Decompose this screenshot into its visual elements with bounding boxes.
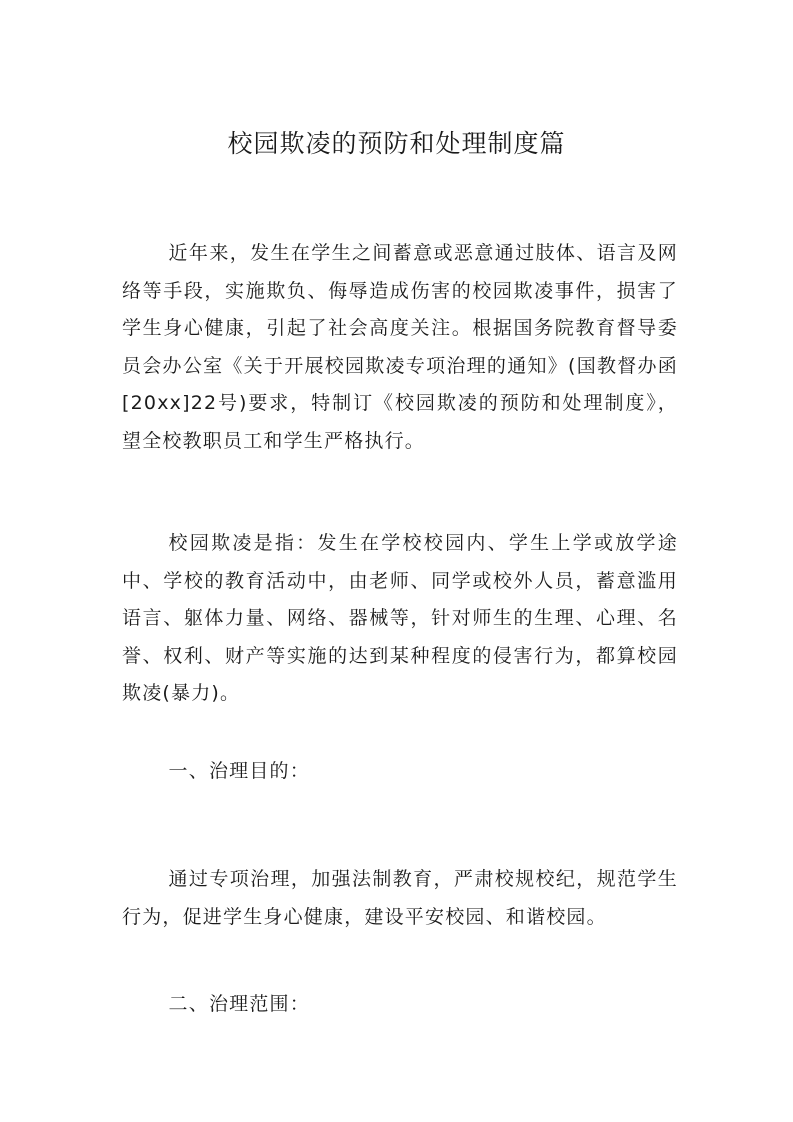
purpose-paragraph: 通过专项治理，加强法制教育，严肃校规校纪，规范学生行为，促进学生身心健康，建设平安校园、和谐校园。 [122,868,678,928]
definition-paragraph: 校园欺凌是指：发生在学校校园内、学生上学或放学途中、学校的教育活动中，由老师、同学或校外人员，蓄意滥用语言、躯体力量、网络、器械等，针对师生的生理、心理、名誉、权利、财产等实施的达到某种程度的侵害行为，都算校园欺凌(暴力)。 [122,532,678,704]
document-title: 校园欺凌的预防和处理制度篇 [227,129,566,158]
section-heading-scope: 二、治理范围： [168,993,310,1015]
intro-paragraph: 近年来，发生在学生之间蓄意或恶意通过肢体、语言及网络等手段，实施欺负、侮辱造成伤害的校园欺凌事件，损害了学生身心健康，引起了社会高度关注。根据国务院教育督导委员会办公室《关于开展校园欺凌专项治理的通知》(国教督办函[20xx]22号)要求，特制订《校园欺凌的预防和处理制度》，望全校教职员工和学生严格执行。 [122,242,678,452]
section-heading-purpose: 一、治理目的： [168,760,310,782]
